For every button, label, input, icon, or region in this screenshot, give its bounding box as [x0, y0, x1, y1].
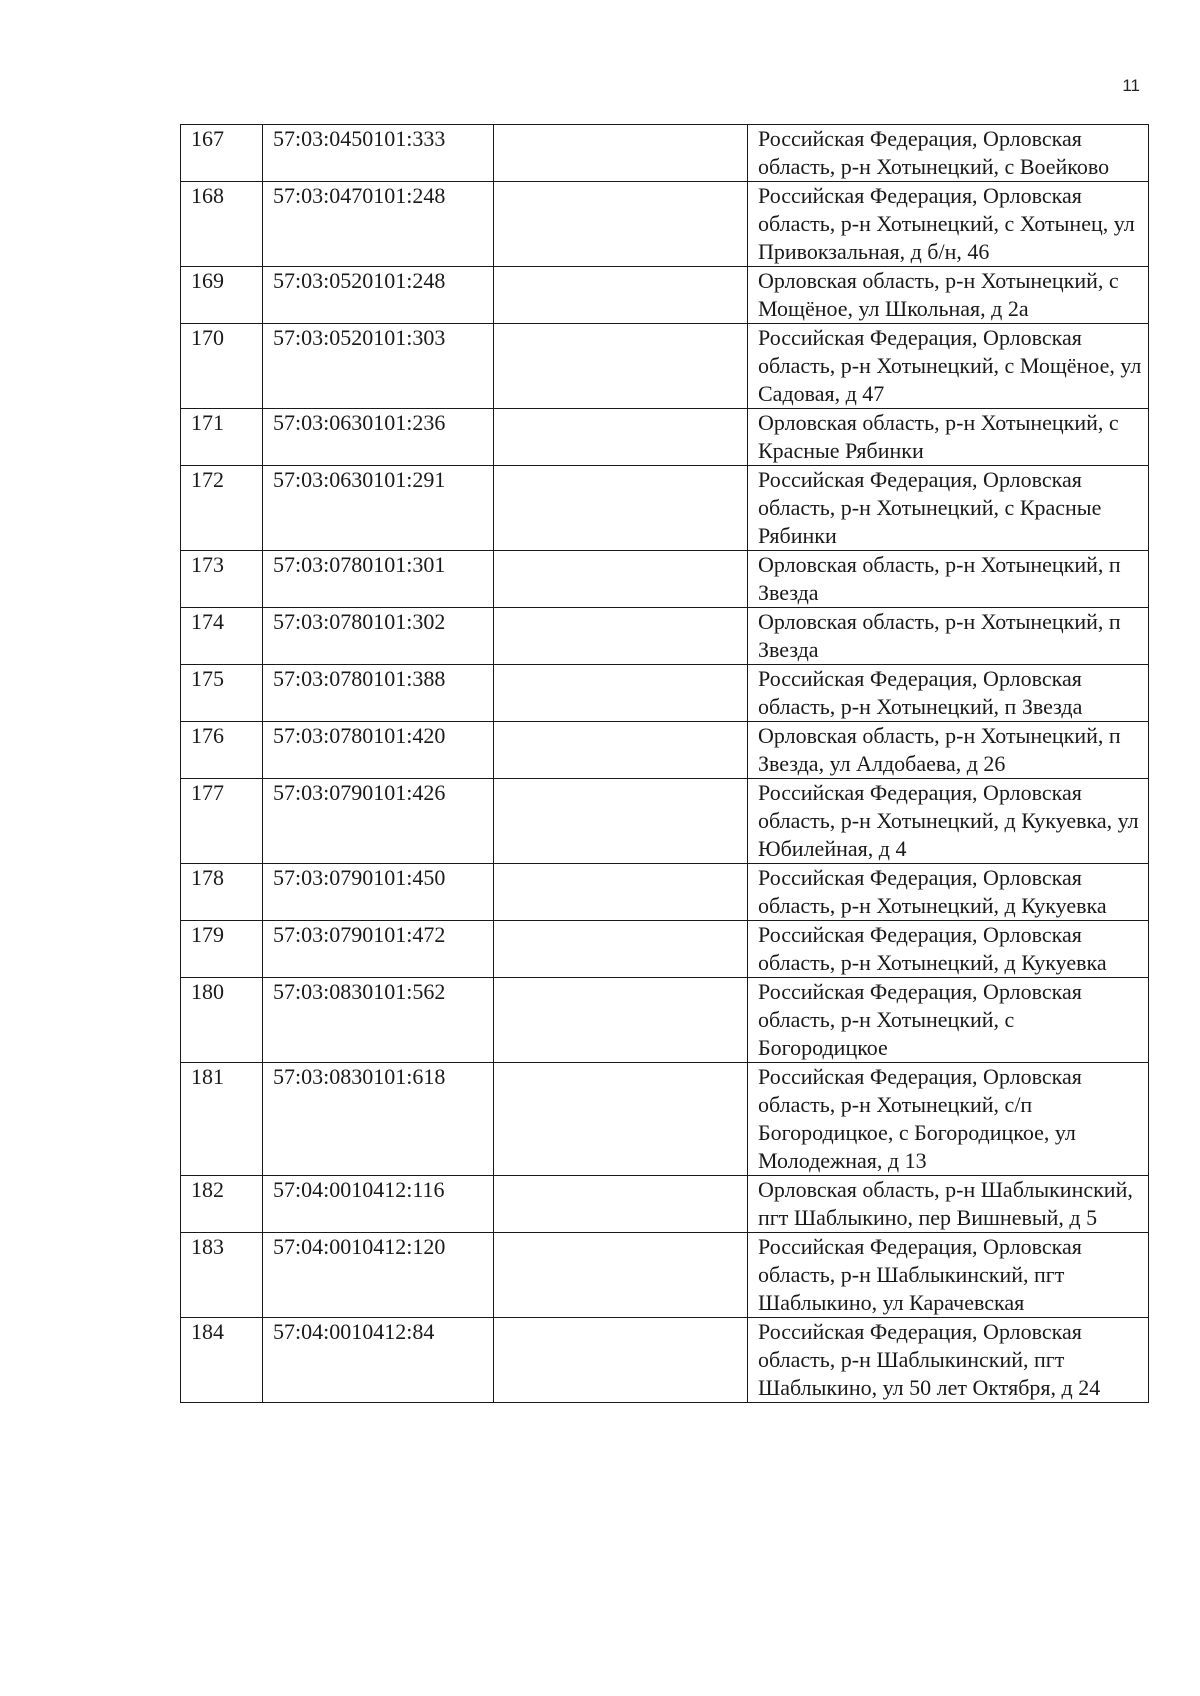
cadastral-number-cell: 57:04:0010412:84	[263, 1318, 494, 1403]
table-row	[181, 551, 1149, 608]
cadastral-number-cell: 57:03:0830101:618	[263, 1063, 494, 1176]
row-number-cell: 176	[181, 722, 263, 779]
row-number-cell: 170	[181, 324, 263, 409]
row-number-cell: 169	[181, 267, 263, 324]
table-row	[181, 409, 1149, 466]
empty-cell	[494, 267, 748, 324]
table-row	[181, 1318, 1149, 1403]
address-cell: Российская Федерация, Орловская область, р-н Хотынецкий, д Кукуевка	[748, 864, 1149, 921]
empty-cell	[494, 1063, 748, 1176]
cadastral-number-cell: 57:03:0520101:303	[263, 324, 494, 409]
address-cell: Российская Федерация, Орловская область, р-н Хотынецкий, с Богородицкое	[748, 978, 1149, 1063]
empty-cell	[494, 125, 748, 182]
address-cell: Орловская область, р-н Хотынецкий, с Мощёное, ул Школьная, д 2а	[748, 267, 1149, 324]
address-cell: Российская Федерация, Орловская область, р-н Хотынецкий, п Звезда	[748, 665, 1149, 722]
empty-cell	[494, 182, 748, 267]
row-number-cell: 173	[181, 551, 263, 608]
table-row	[181, 125, 1149, 182]
empty-cell	[494, 722, 748, 779]
address-cell: Российская Федерация, Орловская область, р-н Хотынецкий, д Кукуевка, ул Юбилейная, д 4	[748, 779, 1149, 864]
cadastral-number-cell: 57:03:0790101:472	[263, 921, 494, 978]
cadastral-number-cell: 57:03:0790101:450	[263, 864, 494, 921]
empty-cell	[494, 324, 748, 409]
row-number-cell: 172	[181, 466, 263, 551]
cadastral-number-cell: 57:03:0790101:426	[263, 779, 494, 864]
cadastral-number-cell: 57:03:0520101:248	[263, 267, 494, 324]
address-cell: Российская Федерация, Орловская область, р-н Шаблыкинский, пгт Шаблыкино, ул 50 лет Октября, д 24	[748, 1318, 1149, 1403]
address-cell: Российская Федерация, Орловская область, р-н Шаблыкинский, пгт Шаблыкино, ул Карачевская	[748, 1233, 1149, 1318]
table-row	[181, 1233, 1149, 1318]
address-cell: Орловская область, р-н Хотынецкий, п Звезда, ул Алдобаева, д 26	[748, 722, 1149, 779]
address-cell: Российская Федерация, Орловская область, р-н Хотынецкий, д Кукуевка	[748, 921, 1149, 978]
row-number-cell: 184	[181, 1318, 263, 1403]
row-number-cell: 180	[181, 978, 263, 1063]
row-number-cell: 181	[181, 1063, 263, 1176]
address-cell: Российская Федерация, Орловская область, р-н Хотынецкий, с Хотынец, ул Привокзальная, д б/н, 46	[748, 182, 1149, 267]
table-row	[181, 182, 1149, 267]
table-row	[181, 665, 1149, 722]
cadastral-number-cell: 57:03:0780101:388	[263, 665, 494, 722]
table-row	[181, 466, 1149, 551]
address-cell: Орловская область, р-н Хотынецкий, п Звезда	[748, 608, 1149, 665]
registry-table-body	[181, 125, 1149, 1403]
table-row	[181, 608, 1149, 665]
table-row	[181, 978, 1149, 1063]
table-row	[181, 779, 1149, 864]
row-number-cell: 167	[181, 125, 263, 182]
row-number-cell: 182	[181, 1176, 263, 1233]
cadastral-number-cell: 57:03:0780101:420	[263, 722, 494, 779]
table-row	[181, 722, 1149, 779]
empty-cell	[494, 978, 748, 1063]
empty-cell	[494, 608, 748, 665]
row-number-cell: 168	[181, 182, 263, 267]
row-number-cell: 177	[181, 779, 263, 864]
empty-cell	[494, 665, 748, 722]
address-cell: Орловская область, р-н Шаблыкинский, пгт Шаблыкино, пер Вишневый, д 5	[748, 1176, 1149, 1233]
empty-cell	[494, 921, 748, 978]
empty-cell	[494, 1233, 748, 1318]
empty-cell	[494, 551, 748, 608]
address-cell: Российская Федерация, Орловская область, р-н Хотынецкий, с Воейково	[748, 125, 1149, 182]
address-cell: Орловская область, р-н Хотынецкий, п Звезда	[748, 551, 1149, 608]
empty-cell	[494, 779, 748, 864]
cadastral-number-cell: 57:04:0010412:120	[263, 1233, 494, 1318]
address-cell: Российская Федерация, Орловская область, р-н Хотынецкий, с Мощёное, ул Садовая, д 47	[748, 324, 1149, 409]
empty-cell	[494, 1318, 748, 1403]
table-row	[181, 921, 1149, 978]
empty-cell	[494, 466, 748, 551]
row-number-cell: 175	[181, 665, 263, 722]
table-row	[181, 267, 1149, 324]
property-registry-table	[180, 124, 1149, 1403]
cadastral-number-cell: 57:03:0470101:248	[263, 182, 494, 267]
empty-cell	[494, 864, 748, 921]
cadastral-number-cell: 57:03:0780101:302	[263, 608, 494, 665]
page-number: 11	[1122, 76, 1140, 95]
table-row	[181, 324, 1149, 409]
cadastral-number-cell: 57:03:0630101:236	[263, 409, 494, 466]
cadastral-number-cell: 57:04:0010412:116	[263, 1176, 494, 1233]
row-number-cell: 178	[181, 864, 263, 921]
empty-cell	[494, 1176, 748, 1233]
cadastral-number-cell: 57:03:0450101:333	[263, 125, 494, 182]
address-cell: Российская Федерация, Орловская область, р-н Хотынецкий, с/п Богородицкое, с Богородицкое, ул Молодежная, д 13	[748, 1063, 1149, 1176]
table-row	[181, 864, 1149, 921]
cadastral-number-cell: 57:03:0830101:562	[263, 978, 494, 1063]
cadastral-number-cell: 57:03:0780101:301	[263, 551, 494, 608]
row-number-cell: 174	[181, 608, 263, 665]
row-number-cell: 171	[181, 409, 263, 466]
empty-cell	[494, 409, 748, 466]
table-row	[181, 1063, 1149, 1176]
row-number-cell: 183	[181, 1233, 263, 1318]
table-row	[181, 1176, 1149, 1233]
cadastral-number-cell: 57:03:0630101:291	[263, 466, 494, 551]
address-cell: Орловская область, р-н Хотынецкий, с Красные Рябинки	[748, 409, 1149, 466]
address-cell: Российская Федерация, Орловская область, р-н Хотынецкий, с Красные Рябинки	[748, 466, 1149, 551]
row-number-cell: 179	[181, 921, 263, 978]
